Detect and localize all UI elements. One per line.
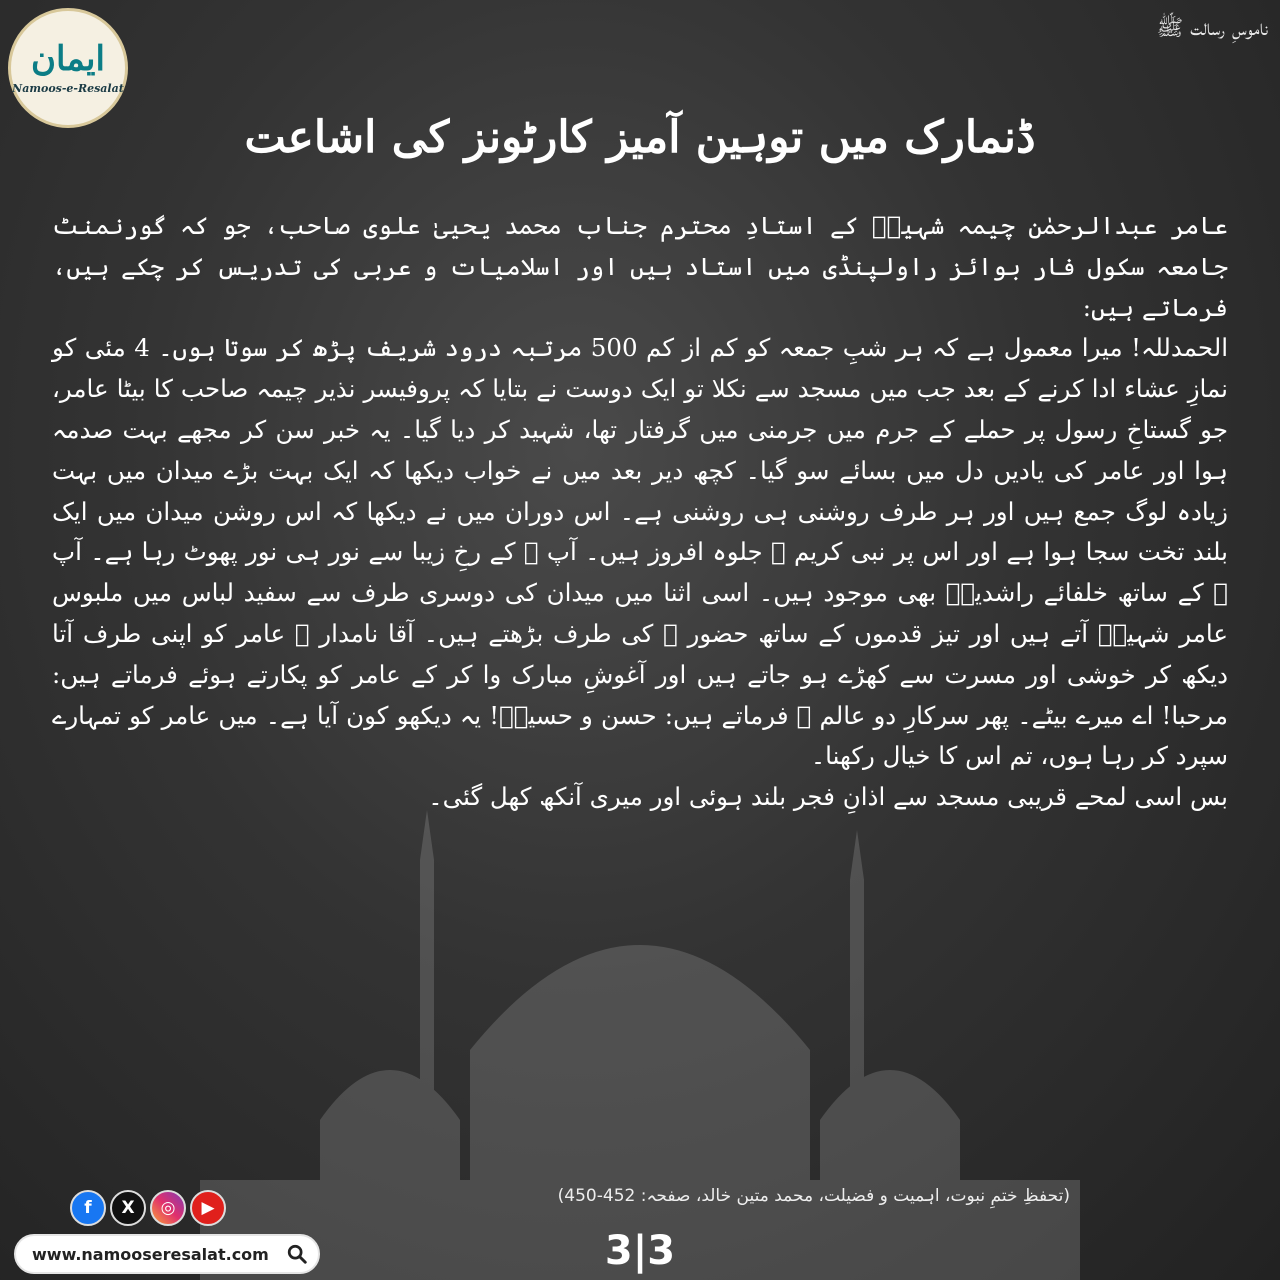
logo-mark: ایمان [31, 38, 105, 79]
website-url: www.namooseresalat.com [32, 1244, 269, 1264]
social-links [70, 1190, 226, 1226]
intro-paragraph: عامر عبدالرحمٰن چیمہ شہیدؒ کے استادِ محترم جناب محمد یحییٰ علوی صاحب، جو کہ گورنمنٹ جامعہ سکول فار بوائز راولپنڈی میں استاد ہیں اور اسلامیات و عربی کی تدریس کر چکے ہیں، فرماتے ہیں: [52, 211, 1228, 322]
instagram-icon[interactable]: ◎ [150, 1190, 186, 1226]
logo-name: Namoos-e-Resalat [12, 81, 124, 95]
facebook-icon[interactable]: f [70, 1190, 106, 1226]
youtube-icon[interactable]: ▶ [190, 1190, 226, 1226]
book-reference: (تحفظِ ختمِ نبوت، اہمیت و فضیلت، محمد متین خالد، صفحہ: 452-450) [557, 1186, 1070, 1206]
x-icon[interactable]: X [110, 1190, 146, 1226]
namoos-e-resalat-logo [8, 8, 128, 128]
dream-paragraph: الحمدللہ! میرا معمول ہے کہ ہر شبِ جمعہ کو کم از کم 500 مرتبہ درود شریف پڑھ کر سوتا ہوں۔ 4 مئی کو نمازِ عشاء ادا کرنے کے بعد جب میں مسجد سے نکلا تو ایک دوست نے بتایا کہ پروفیسر نذیر چیمہ صاحب کا بیٹا عامر، جو گستاخِ رسول پر حملے کے جرم میں جرمنی میں گرفتار تھا، شہید کر دیا گیا۔ یہ خبر سن کر مجھے بہت صدمہ ہوا اور عامر کی یادیں دل میں بسائے سو گیا۔ کچھ دیر بعد میں نے خواب دیکھا کہ ایک بہت بڑے میدان میں بہت زیادہ لوگ جمع ہیں اور ہر طرف روشنی ہی روشنی ہے۔ اس دوران میں نے دیکھا کہ اس روشن میدان میں ایک بلند تخت سجا ہوا ہے اور اس پر نبی کریم ﷺ جلوہ افروز ہیں۔ آپ ﷺ کے رخِ زیبا سے نور ہی نور پھوٹ رہا ہے۔ آپ ﷺ کے ساتھ خلفائے راشدینؓ بھی موجود ہیں۔ اسی اثنا میں میدان کی دوسری طرف سے سفید لباس میں ملبوس عامر شہیدؒ آتے ہیں اور تیز قدموں کے ساتھ حضور ﷺ کی طرف بڑھتے ہیں۔ آقا نامدار ﷺ عامر کو اپنی طرف آتا دیکھ کر خوشی اور مسرت سے کھڑے ہو جاتے ہیں اور آغوشِ مبارک وا کر کے عامر کو پکارتے ہوئے فرماتے ہیں: مرحبا! اے میرے بیٹے۔ پھر سرکارِ دو عالم ﷺ فرماتے ہیں: حسن و حسینؓ! یہ دیکھو کون آیا ہے۔ میں عامر کو تمہارے سپرد کر رہا ہوں، تم اس کا خیال رکھنا۔ [52, 333, 1229, 771]
closing-paragraph: بس اسی لمحے قریبی مسجد سے اذانِ فجر بلند ہوئی اور میری آنکھ کھل گئی۔ [428, 782, 1228, 812]
page-title: ڈنمارک میں توہین آمیز کارٹونز کی اشاعت [244, 112, 1036, 163]
page-indicator: 3|3 [604, 1228, 676, 1274]
brand-header: ناموسِ رسالت ﷺ [1156, 16, 1268, 41]
article-body [52, 206, 1228, 818]
